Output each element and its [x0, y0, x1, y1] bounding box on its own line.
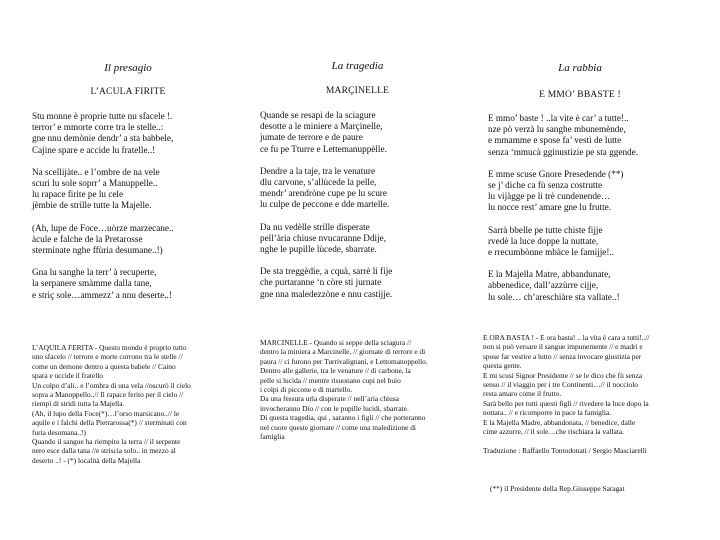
- stanza: [32, 267, 174, 301]
- poem-subtitle: E MMO’ BBASTE !: [539, 90, 621, 100]
- stanza: [260, 222, 392, 256]
- translation-line: paura // ci furono per Turrivalignani, e Lettomanoppello.: [260, 356, 428, 366]
- translation-line: furia desumana..!): [32, 427, 86, 437]
- stanza: [488, 169, 638, 214]
- verse-line: scuri lu sole soprr’ a Manuppelle..: [32, 178, 158, 189]
- translation-line: Quando il sangue ha riempito la terra // il serpente: [32, 437, 181, 447]
- verse-line: mendr’ arendròne cupe pe lu scure: [260, 188, 387, 199]
- verse-line: la serpanere smàmme dalla tane,: [32, 278, 152, 289]
- verse-line: Na scellijàte.. e l’ombre de na vele: [32, 166, 160, 177]
- poem-body: [260, 110, 392, 311]
- translation-line: i colpi di piccone e di martello.: [260, 385, 353, 395]
- verse-line: lu nocce rest’ amare gne lu frutte.: [488, 202, 612, 213]
- verse-line: dlu carvone, s’allùcede la pelle,: [260, 177, 377, 188]
- translation-line: Di questa tragedia, qui , saranno i figli // che porteranno: [260, 413, 426, 423]
- translation-line: Dentro alle gallerie, tra le venature // di carbone, la: [260, 366, 411, 376]
- translation-line: come un demone dentro a questa babele // Caino: [32, 361, 176, 371]
- verse-line: rvedè la luce doppe la nuttate,: [488, 235, 599, 246]
- verse-line: lu rapace firite pe lu cele: [32, 189, 124, 200]
- verse-line: De sta treggèdie, a cquà, sarrè li fije: [260, 266, 393, 277]
- translation-credit: Traduzione : Raffaello Tontodonati / Sergio Masciarelli: [483, 445, 647, 455]
- verse-line: e rrecumbònne mbàce le famijje!..: [488, 247, 615, 258]
- verse-line: jumate de terrore e de paure: [260, 132, 363, 143]
- verse-line: E mme scuse Gnore Presedende (**): [488, 168, 624, 179]
- stanza: [260, 266, 392, 300]
- stanza: [260, 166, 392, 211]
- stanza: [32, 111, 174, 156]
- verse-line: se j’ diche ca fù senza costrutte: [488, 180, 603, 191]
- verse-line: Dendre a la taje, tra le venature: [260, 165, 376, 176]
- translation-line: E la Majella Madre, abbandonata, // benedice, dalle: [483, 417, 636, 427]
- verse-line: jèmbie de strille tutte la Majelle.: [32, 200, 152, 211]
- verse-line: Stu monne è proprie tutte nu sfacele !.: [32, 111, 173, 121]
- verse-line: abbenedice, dall’azzùrre cijje,: [488, 280, 599, 291]
- verse-line: lu sole… ch’areschiàre sta vallate..!: [488, 291, 620, 302]
- translation-line: Un colpo d’ali.. e l’ombra di una vela //oscurò il cielo: [32, 380, 191, 390]
- stanza: [488, 113, 638, 158]
- poem-heading: La tragedia: [331, 60, 384, 72]
- stanza: [260, 110, 392, 155]
- verse-line: E mmo’ baste ! ..la vite è car’ a tutte!..: [488, 113, 629, 123]
- poem-body: [488, 113, 638, 314]
- translation-line: sopra a Manoppello..// Il rapace ferito per il cielo //: [32, 390, 184, 400]
- verse-line: (Ah, lupe de Foce…uòrze marzecane..: [32, 222, 174, 233]
- verse-line: sterminate nghe ffùria desumane..!): [32, 245, 163, 256]
- verse-line: desotte a le miniere a Marçinelle,: [260, 121, 383, 132]
- translation-line: (Ah, il lupo della Foce(*)…l’orso marsicano..// le: [32, 408, 180, 418]
- poem-heading: Il presagio: [104, 62, 152, 74]
- verse-line: lu vijàgge pe li trè cundenende…: [488, 191, 611, 202]
- verse-line: Da nu vedèlle strille disperate: [260, 221, 370, 232]
- translation-line: nero esce dalla tana //e striscia solo.. in mezzo al: [32, 446, 176, 456]
- verse-line: nghe le pupille lùcede, sbarrate.: [260, 244, 377, 255]
- translation-block: [483, 333, 649, 455]
- verse-line: Quande se resapi de la sciagure: [260, 110, 376, 120]
- translation-line: questa gente.: [483, 361, 522, 371]
- translation-block: [260, 338, 428, 441]
- translation-line: nottata.. // e ricomporre in pace la famiglia.: [483, 408, 612, 418]
- translation-line: deserto ..! - (*) località della Majella: [32, 455, 141, 465]
- verse-line: lu culpe de peccone e dde martelle.: [260, 199, 390, 210]
- translation-line: E mi scusi Signor Presidente // se le dico che fù senza: [483, 370, 643, 380]
- translation-line: spose far vestire a lutto // senza invocare giustizia per: [483, 351, 642, 361]
- translation-line: Da una fessura urla disperate // nell’aria chiusa: [260, 394, 399, 404]
- stanza: [488, 225, 638, 259]
- translation-line: senso // il viaggio per i tre Continenti…// il nocciolo: [483, 380, 638, 390]
- translation-block: [32, 343, 191, 465]
- translation-line: resta amaro come il frutto.: [483, 389, 562, 399]
- translation-line: famiglia: [260, 432, 285, 442]
- poem-subtitle: MARÇINELLE: [325, 86, 390, 96]
- stanza: [32, 223, 174, 257]
- verse-line: gne nnu demònie dendr’ a sta babbele,: [32, 133, 174, 144]
- stanza: [32, 167, 174, 212]
- verse-line: che purtaranne ‘n còre sti jurnate: [260, 277, 382, 288]
- translation-line: L’AQUILA FERITA - Questo mondo è proprio tutto: [32, 343, 187, 352]
- translation-line: invocheranno Dio // con le pupille lucidi, sbarrate.: [260, 403, 409, 413]
- verse-line: senza ‘mmucà gginustizie pe sta ggende.: [488, 146, 639, 157]
- translation-line: Sarà bello per tutti questi figli // rivedere la luce dopo la: [483, 398, 649, 408]
- verse-line: Cajine spare e accide lu fratelle..!: [32, 144, 156, 155]
- verse-line: nze pò verzà lu sanghe mbunemènde,: [488, 124, 626, 135]
- verse-line: e mmamme e spose fa’ vestì de lutte: [488, 135, 622, 146]
- translation-line: MARCINELLE - Quando si seppe della sciagura //: [260, 338, 412, 347]
- translation-line: pelle si lucida // mentre risuonano cupi nel buio: [260, 375, 401, 385]
- verse-line: ce fu pe Tturre e Lettemanuppèlle.: [260, 143, 387, 154]
- verse-line: E la Majella Matre, abbandunate,: [488, 269, 611, 280]
- verse-line: àcule e falche de la Pretarosse: [32, 233, 143, 244]
- translation-line: aquile e i falchi della Pietrarossa(*) // sterminati con: [32, 418, 187, 428]
- translation-line: non si può versare il sangue impunemente // e madri e: [483, 342, 643, 352]
- translation-line: E ORA BASTA ! - E ora basta! .. la vita è cara a tutti!..//: [483, 333, 650, 342]
- verse-line: e striç sole…ammezz’ a nnu deserte..!: [32, 289, 172, 300]
- translation-line: [483, 436, 649, 445]
- poem-subtitle: L’ACULA FIRITE: [90, 87, 166, 97]
- translation-line: uno sfacelo // terrore e morte corrono tra le stelle //: [32, 352, 183, 362]
- translation-line: nel cuore queste giornate // come una maledizione di: [260, 422, 416, 432]
- poem-body: [32, 111, 174, 312]
- footnote: (**) il Presidente della Rep.Giuseppe Saragat: [490, 484, 625, 493]
- translation-line: spara e uccide il fratello: [32, 371, 103, 381]
- translation-line: cime azzurre, // il sole…che rischiara la vallata.: [483, 427, 624, 437]
- verse-line: Sarrà bbelle pe tutte chiste fijje: [488, 224, 603, 235]
- verse-line: Gna lu sanghe la terr’ à recuperte,: [32, 267, 157, 278]
- verse-line: pell’ària chiuse nvucaranne Ddije,: [260, 232, 387, 243]
- translation-line: dentro la miniera a Marcinelle, // giornate di terrore e di: [260, 347, 426, 357]
- verse-line: terror’ e mmorte corre tra le stelle..:: [32, 122, 164, 133]
- verse-line: gne nna maledezzòne e nnu castijje.: [260, 288, 393, 299]
- stanza: [488, 269, 638, 303]
- translation-line: riempì di stridi tutta la Majella.: [32, 399, 125, 409]
- poem-heading: La rabbia: [558, 62, 602, 74]
